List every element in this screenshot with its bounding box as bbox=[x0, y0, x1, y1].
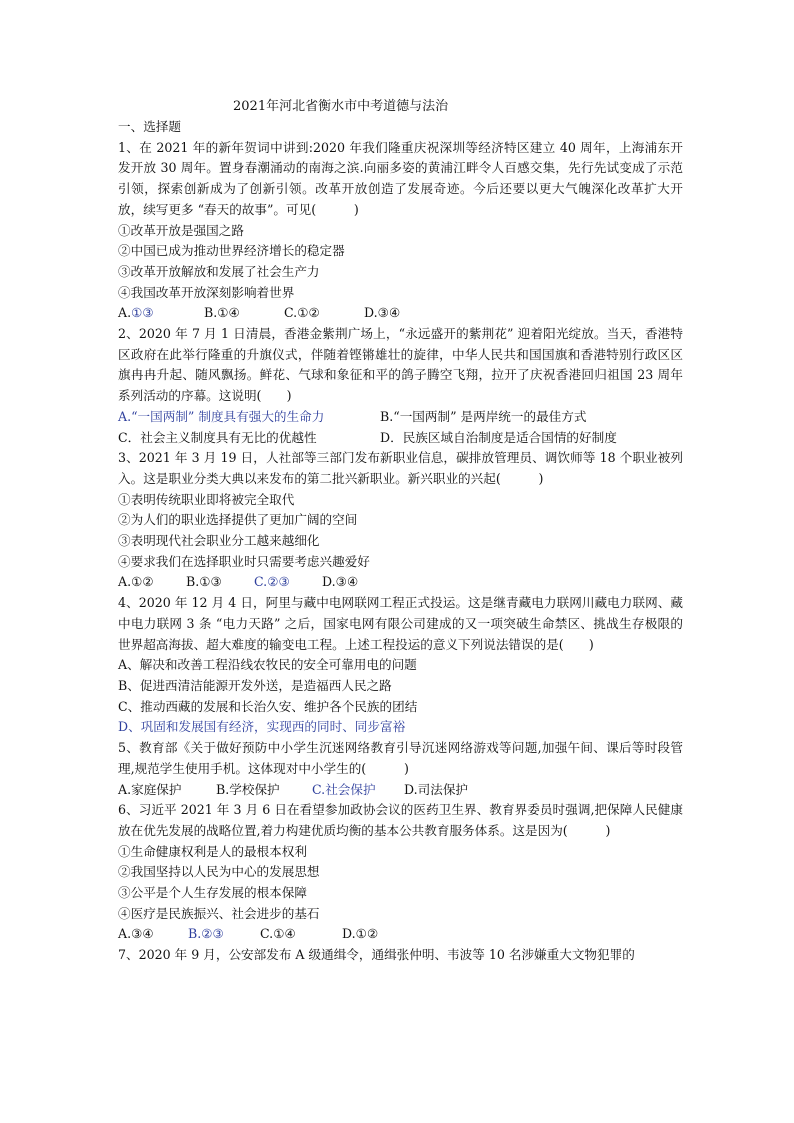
question-3 bbox=[118, 448, 683, 593]
statement-item: ③改革开放解放和发展了社会生产力 bbox=[118, 263, 320, 279]
option-b: B.“一国两制” 是两岸统一的最佳方式 bbox=[380, 408, 587, 424]
statement-item: ②中国已成为推动世界经济增长的稳定器 bbox=[118, 243, 345, 259]
answer-options-row-2 bbox=[118, 428, 683, 449]
option-a bbox=[118, 303, 204, 324]
statement-item: ②为人们的职业选择提供了更加广阔的空间 bbox=[118, 512, 358, 528]
question-7 bbox=[118, 945, 683, 966]
question-4 bbox=[118, 593, 683, 738]
question-5 bbox=[118, 738, 683, 800]
option-d: D.①② bbox=[342, 926, 379, 942]
question-stem: 3、2021 年 3 月 19 日，人社部等三部门发布新职业信息，碳排放管理员、调饮师等 18 个职业被列入。这是职业分类大典以来发布的第二批兴新职业。新兴职业的兴起( ) bbox=[118, 450, 683, 486]
answer-options bbox=[118, 303, 683, 324]
question-2 bbox=[118, 324, 683, 448]
option-b: B.①④ bbox=[204, 305, 240, 321]
option-b: B.学校保护 bbox=[216, 781, 280, 797]
option-b: B、促进西清洁能源开发外送，是造福西人民之路 bbox=[118, 677, 392, 693]
option-a: A.“一国两制” 制度具有强大的生命力 bbox=[118, 408, 325, 424]
statement-item: ①生命健康权利是人的最根本权利 bbox=[118, 843, 307, 859]
document-page bbox=[118, 96, 683, 966]
option-d: D．民族区域自治制度是适合国情的好制度 bbox=[380, 429, 617, 445]
question-stem: 6、习近平 2021 年 3 月 6 日在看望参加政协会议的医药卫生界、教育界委员时强调,把保障人民健康放在优先发展的战略位置,着力构建优质均衡的基本公共教育服务体系。这是因为( ) bbox=[118, 802, 683, 838]
option-c: C.①② bbox=[284, 305, 320, 321]
section-title: 一、选择题 bbox=[118, 119, 181, 134]
statement-item: ④医疗是民族振兴、社会进步的基石 bbox=[118, 905, 320, 921]
question-stem: 1、在 2021 年的新年贺词中讲到:2020 年我们隆重庆祝深圳等经济特区建立 40 周年，上海浦东开发开放 30 周年。置身春潮涌动的南海之滨.向丽多姿的黄浦江畔令人百感交集，先行先试变成了示范引领，探索创新成为了创新引领。改革开放创造了发展奇迹。今后还要以更大气魄深化改革扩大开放，续写更多 “春天的故事”。可见( ) bbox=[118, 139, 683, 217]
option-c: C.社会保护 bbox=[312, 781, 376, 797]
option-a-text: ①③ bbox=[131, 305, 154, 321]
question-1 bbox=[118, 138, 683, 324]
answer-options-row-1 bbox=[118, 407, 683, 428]
answer-options bbox=[118, 924, 683, 945]
option-b: B.②③ bbox=[188, 926, 224, 942]
option-b: B.①③ bbox=[186, 574, 222, 590]
question-stem: 7、2020 年 9 月，公安部发布 A 级通缉令，通缉张仲明、韦波等 10 名涉嫌重大文物犯罪的 bbox=[118, 947, 635, 963]
statement-item: ④要求我们在选择职业时只需要考虑兴趣爱好 bbox=[118, 553, 370, 569]
option-a: A.家庭保护 bbox=[118, 781, 182, 797]
option-c: C.①④ bbox=[260, 926, 296, 942]
question-stem: 2、2020 年 7 月 1 日清晨，香港金紫荆广场上，“永远盛开的紫荆花” 迎着阳光绽放。当天，香港特区政府在此举行隆重的升旗仪式，伴随着铿锵雄壮的旋律，中华人民共和国国旗和香港特别行政区区旗冉冉升起、随风飘扬。鲜花、气球和象征和平的鸽子腾空飞翔，拉开了庆祝香港回归祖国 23 周年系列活动的序幕。这说明( ) bbox=[118, 326, 683, 404]
answer-options bbox=[118, 780, 683, 801]
statement-item: ③公平是个人生存发展的根本保障 bbox=[118, 885, 307, 901]
doc-title: 2021年河北省衡水市中考道德与法治 bbox=[233, 99, 449, 114]
statement-item: ①表明传统职业即将被完全取代 bbox=[118, 491, 295, 507]
statement-item: ①改革开放是强国之路 bbox=[118, 222, 244, 238]
option-a: A.①② bbox=[118, 574, 154, 590]
question-stem: 4、2020 年 12 月 4 日，阿里与藏中电网联网工程正式投运。这是继青藏电力联网川藏电力联网、藏中电力联网 3 条 “电力天路” 之后，国家电网有限公司建成的又一项突破生命禁区、挑战生存极限的世界超高海拔、超大难度的输变电工程。上述工程投运的意义下列说法错误的是( ) bbox=[118, 595, 683, 652]
question-stem: 5、教育部《关于做好预防中小学生沉迷网络教育引导沉迷网络游戏等问题,加强午间、课后等时段管理,规范学生使用手机。这体现对中小学生的( ) bbox=[118, 740, 683, 776]
option-c: C、推动西藏的发展和长治久安、维护各个民族的团结 bbox=[118, 698, 418, 714]
option-d: D.司法保护 bbox=[404, 781, 469, 797]
option-a-letter: A. bbox=[118, 305, 132, 321]
option-d: D.③④ bbox=[364, 305, 401, 321]
question-6 bbox=[118, 800, 683, 945]
statement-item: ③表明现代社会职业分工越来越细化 bbox=[118, 533, 320, 549]
option-d: D.③④ bbox=[322, 574, 359, 590]
option-c: C．社会主义制度具有无比的优越性 bbox=[118, 429, 317, 445]
option-c: C.②③ bbox=[254, 574, 290, 590]
option-a: A.③④ bbox=[118, 926, 154, 942]
answer-options bbox=[118, 572, 683, 593]
option-d: D、巩固和发展国有经济，实现西的同时、同步富裕 bbox=[118, 719, 406, 735]
option-a: A、解决和改善工程沿线农牧民的安全可靠用电的问题 bbox=[118, 657, 417, 673]
statement-item: ④我国改革开放深刻影响着世界 bbox=[118, 284, 295, 300]
statement-item: ②我国坚持以人民为中心的发展思想 bbox=[118, 864, 320, 880]
